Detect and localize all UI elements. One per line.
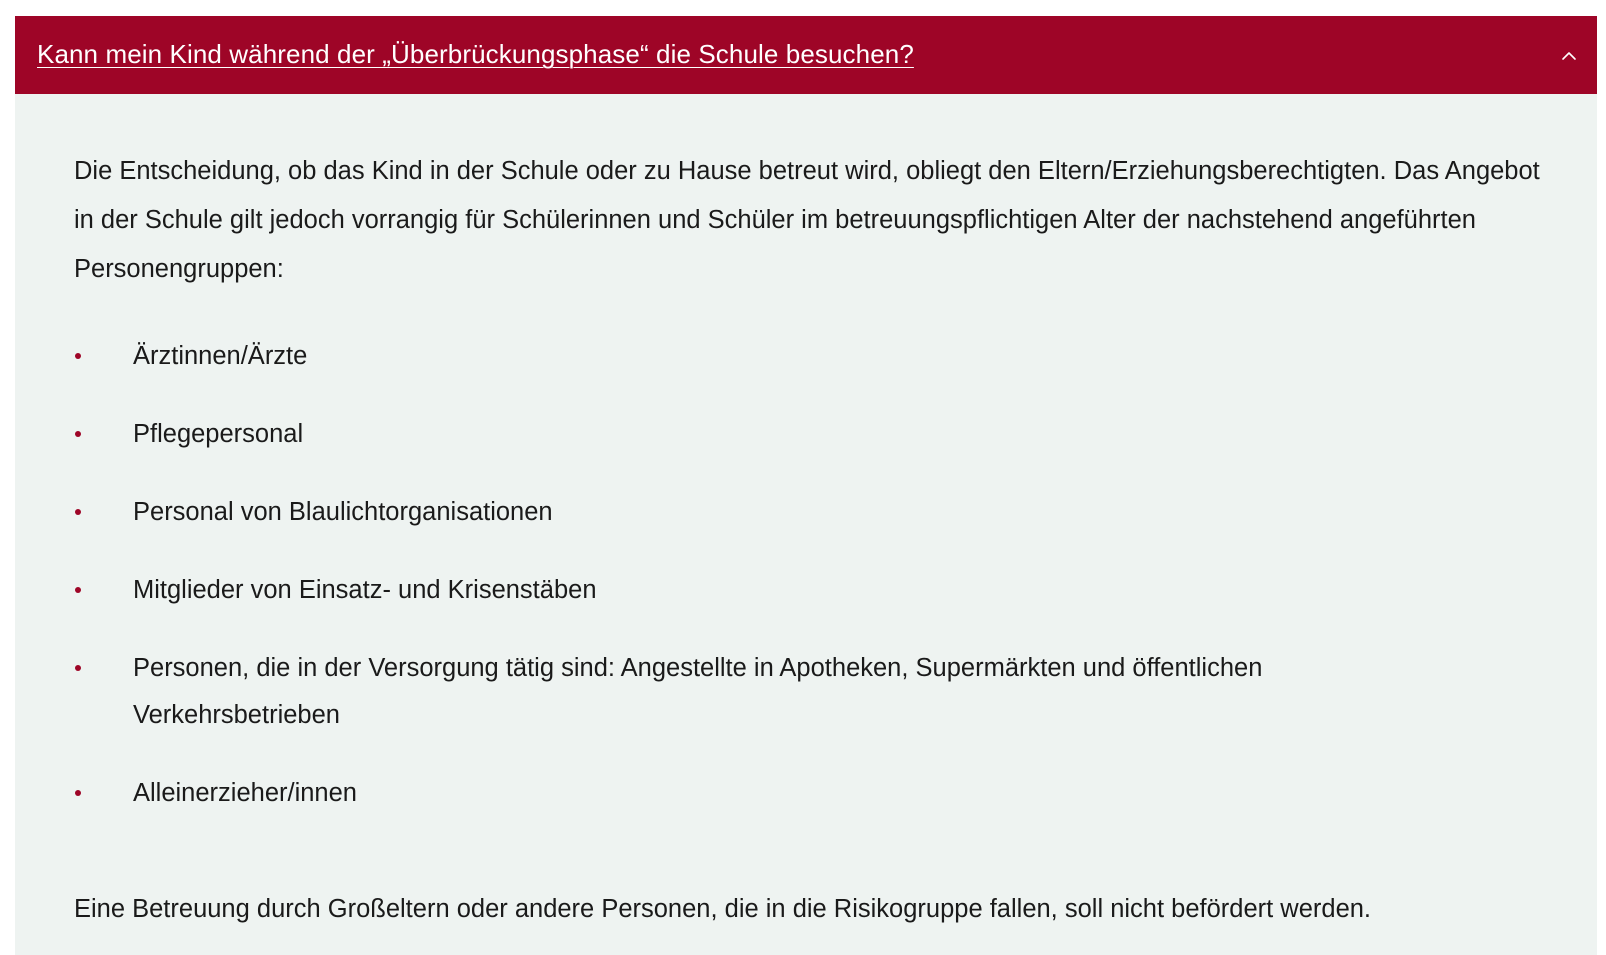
list-item xyxy=(74,770,1474,817)
list-item-text: Alleinerzieher/innen xyxy=(133,779,357,807)
intro-paragraph: Die Entscheidung, ob das Kind in der Schule oder zu Hause betreut wird, obliegt den Eltern/Erziehungsberechtigten. Das Angebot in der Schule gilt jedoch vorrangig für Schülerinnen und Schüler im betreuungspflichtigen Alter der nachstehend angeführten Personengruppen: xyxy=(74,157,1540,283)
bullet-icon xyxy=(75,587,81,593)
list-item-text: Personen, die in der Versorgung tätig sind: Angestellte in Apotheken, Supermärkten und öffentlichen Verkehrsbetrieben xyxy=(133,654,1263,729)
list-item-text: Mitglieder von Einsatz- und Krisenstäben xyxy=(133,576,597,604)
bullet-icon xyxy=(75,353,81,359)
list-item xyxy=(74,333,1474,380)
list-item xyxy=(74,567,1474,614)
list-item xyxy=(74,489,1474,536)
bullet-icon xyxy=(75,431,81,437)
faq-accordion xyxy=(15,16,1597,955)
bullet-icon xyxy=(75,665,81,671)
personengruppen-list xyxy=(74,333,1474,848)
bullet-icon xyxy=(75,509,81,515)
chevron-up-icon[interactable] xyxy=(1558,45,1580,67)
bullet-icon xyxy=(75,790,81,796)
accordion-title-link[interactable]: Kann mein Kind während der „Überbrückungsphase“ die Schule besuchen? xyxy=(37,39,914,69)
list-item-text: Pflegepersonal xyxy=(133,420,304,448)
accordion-header[interactable] xyxy=(15,16,1597,94)
list-item xyxy=(74,645,1474,739)
list-item-text: Ärztinnen/Ärzte xyxy=(133,342,308,370)
list-item-text: Personal von Blaulichtorganisationen xyxy=(133,498,553,526)
outro-paragraph: Eine Betreuung durch Großeltern oder andere Personen, die in die Risikogruppe fallen, soll nicht befördert werden. xyxy=(74,895,1372,923)
list-item xyxy=(74,411,1474,458)
